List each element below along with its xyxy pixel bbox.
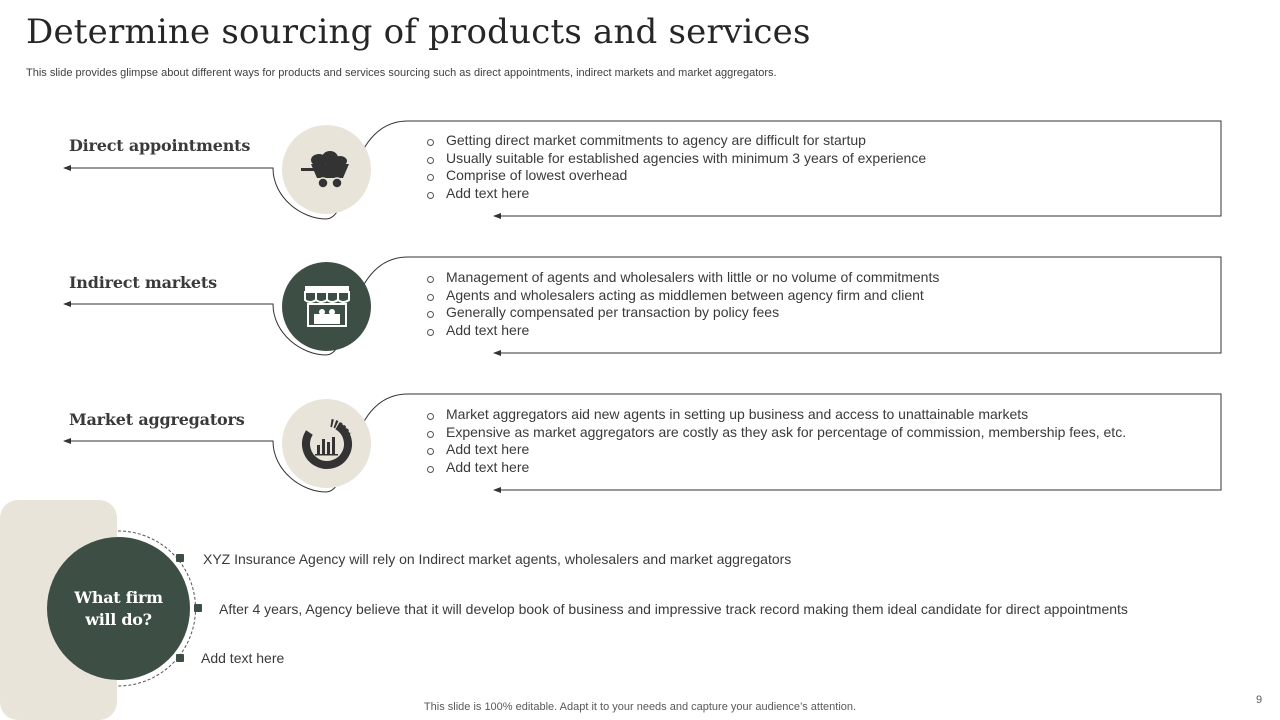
bullet-item: Comprise of lowest overhead xyxy=(426,167,926,185)
bullet-item: Market aggregators aid new agents in setting up business and access to unattainable markets xyxy=(426,406,1126,424)
bullet-item: Add text here xyxy=(426,441,1126,459)
firm-item: Add text here xyxy=(201,650,285,666)
firm-title: What firm will do? xyxy=(74,587,163,629)
bullet-square xyxy=(176,654,184,662)
bullet-item: Add text here xyxy=(426,185,926,203)
bullet-item: Agents and wholesalers acting as middlemen between agency firm and client xyxy=(426,287,939,305)
bullet-item: Management of agents and wholesalers with little or no volume of commitments xyxy=(426,269,939,287)
bullet-item: Expensive as market aggregators are costly as they ask for percentage of commission, membership fees, etc. xyxy=(426,424,1126,442)
row-label-indirect-markets: Indirect markets xyxy=(69,273,217,292)
firm-circle xyxy=(47,537,190,680)
bullet-item: Generally compensated per transaction by policy fees xyxy=(426,304,939,322)
page-number: 9 xyxy=(1256,694,1263,706)
bullet-square xyxy=(194,604,202,612)
footer-note: This slide is 100% editable. Adapt it to your needs and capture your audience’s attention. xyxy=(423,701,857,713)
firm-item: After 4 years, Agency believe that it will develop book of business and impressive track record making them ideal candidate for direct appointments xyxy=(219,601,1128,617)
page-subtitle: This slide provides glimpse about different ways for products and services sourcing such as direct appointments, indirect markets and market aggregators. xyxy=(26,67,777,79)
bullet-item: Getting direct market commitments to agency are difficult for startup xyxy=(426,132,926,150)
row-label-market-aggregators: Market aggregators xyxy=(69,410,245,429)
page-title: Determine sourcing of products and services xyxy=(26,12,811,52)
firm-item: XYZ Insurance Agency will rely on Indirect market agents, wholesalers and market aggregators xyxy=(203,551,792,567)
bullet-item: Add text here xyxy=(426,322,939,340)
bullet-item: Add text here xyxy=(426,459,1126,477)
bullet-item: Usually suitable for established agencies with minimum 3 years of experience xyxy=(426,150,926,168)
bullet-square xyxy=(176,554,184,562)
row-label-direct-appointments: Direct appointments xyxy=(69,136,251,155)
